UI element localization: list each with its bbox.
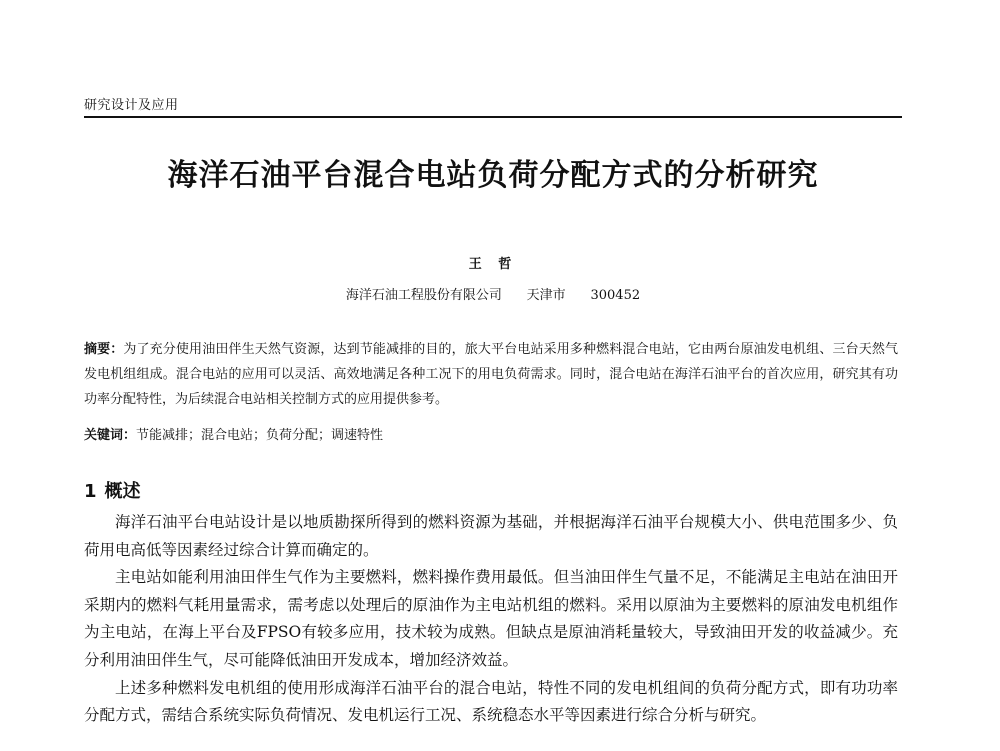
paper-title: 海洋石油平台混合电站负荷分配方式的分析研究 — [167, 158, 819, 193]
abstract-text: 为了充分使用油田伴生天然气资源，达到节能减排的目的，旅大平台电站采用多种燃料混合电站，它由两台原油发电机组、三台天然气发电机组组成。混合电站的应用可以灵活、高效地满足各种工况下的用电负荷需求。同时，混合电站在海洋石油平台的首次应用，研究其有功功率分配特性，为后续混合电站相关控制方式的应用提供参考。 — [84, 342, 898, 407]
author-name: 王 哲 — [468, 257, 518, 272]
section-heading — [84, 477, 141, 503]
header-rule — [84, 116, 902, 118]
affiliation-postcode: 300452 — [590, 288, 641, 303]
affiliation-line — [84, 284, 902, 303]
abstract-label: 摘要： — [84, 342, 124, 357]
body-paragraph: 海洋石油平台电站设计是以地质勘探所得到的燃料资源为基础，并根据海洋石油平台规模大小、供电范围多少、负荷用电高低等因素经过综合计算而确定的。 — [84, 513, 898, 559]
section-body — [84, 509, 898, 730]
keywords-label: 关键词： — [84, 428, 137, 443]
keywords — [84, 425, 898, 447]
body-paragraph: 主电站如能利用油田伴生气作为主要燃料，燃料操作费用最低。但当油田伴生气量不足，不能满足主电站在油田开采期内的燃料气耗用量需求，需考虑以处理后的原油作为主电站机组的燃料。采用以原油为主要燃料的原油发电机组作为主电站，在海上平台及FPSO有较多应用，技术较为成熟。但缺点是原油消耗量较大，导致油田开发的收益减少。充分利用油田伴生气，尽可能降低油田开发成本，增加经济效益。 — [84, 568, 898, 669]
keywords-text: 节能减排；混合电站；负荷分配；调速特性 — [136, 428, 384, 443]
section-number: 1 — [84, 481, 97, 502]
body-paragraph: 上述多种燃料发电机组的使用形成海洋石油平台的混合电站，特性不同的发电机组间的负荷分配方式，即有功功率分配方式，需结合系统实际负荷情况、发电机运行工况、系统稳态水平等因素进行综合分析与研究。 — [84, 678, 898, 725]
affiliation-organization: 海洋石油工程股份有限公司 — [345, 288, 502, 303]
section-title: 概述 — [104, 481, 141, 502]
abstract — [84, 337, 898, 412]
running-head: 研究设计及应用 — [84, 98, 179, 113]
affiliation-city: 天津市 — [526, 288, 566, 303]
